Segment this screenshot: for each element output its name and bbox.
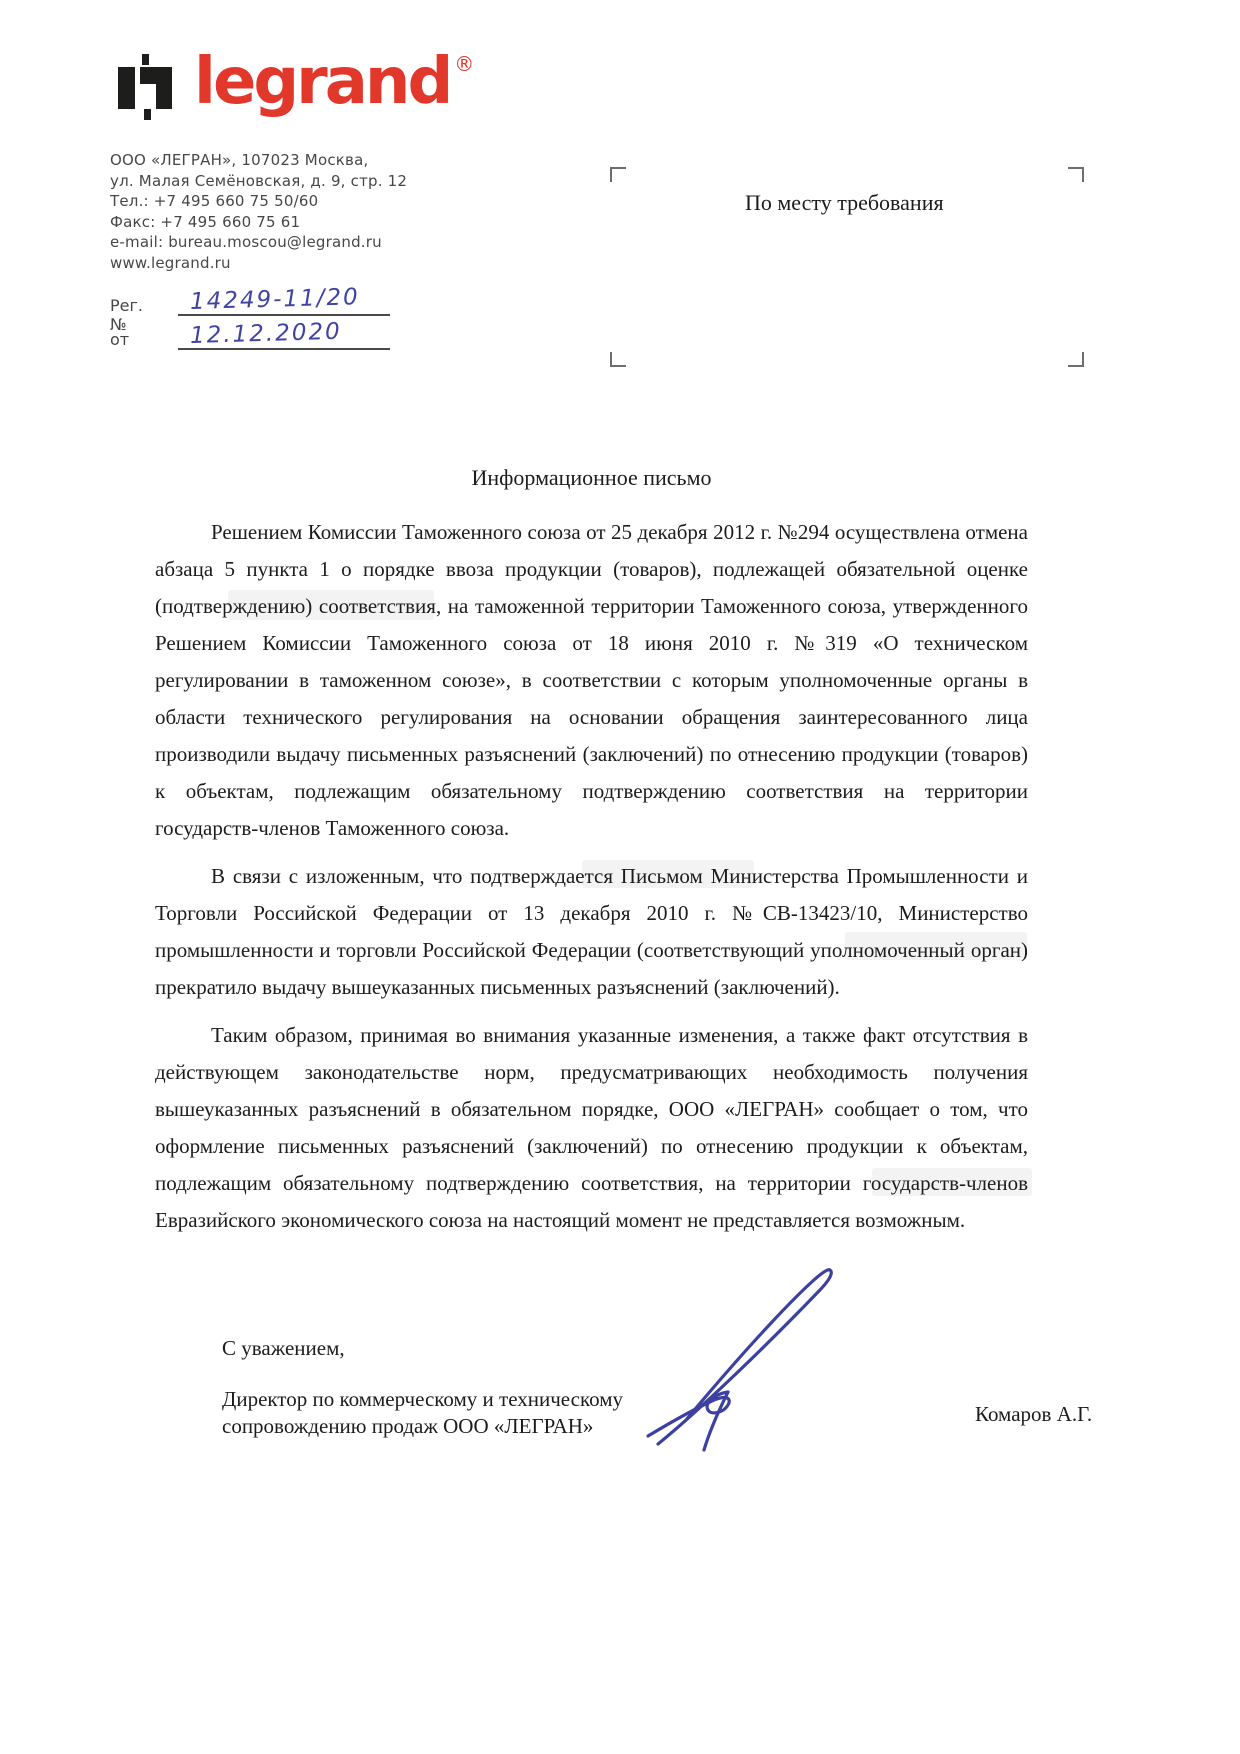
reg-number-label: Рег. № (110, 296, 143, 334)
paragraph-1: Решением Комиссии Таможенного союза от 25 декабря 2012 г. №294 осуществлена отмена абзаца 5 пункта 1 о порядке ввоза продукции (товаров), подлежащей обязательной оценке (подтверждению) соответствия, на таможенной территории Таможенного союза, утвержденного Решением Комиссии Таможенного союза от 18 июня 2010 г. №319 «О техническом регулировании в таможенном союзе», в соответствии с которым уполномоченные органы в области технического регулирования на основании обращения заинтересованного лица производили выдачу письменных разъяснений (заключений) по отнесению продукции (товаров) к объектам, подлежащим обязательному подтверждению соответствия на территории государств-членов Таможенного союза. (155, 520, 1028, 840)
company-fax: Факс: +7 495 660 75 61 (110, 212, 301, 231)
signature-ink (640, 1258, 870, 1458)
company-phone: Тел.: +7 495 660 75 50/60 (110, 192, 319, 210)
registered-trademark-symbol: ® (454, 52, 475, 76)
recipient-line: По месту требования (745, 190, 944, 215)
document-title: Информационное письмо (471, 465, 712, 490)
paragraph-2: В связи с изложенным, что подтверждается Письмом Министерства Промышленности и Торговли Российской Федерации от 13 декабря 2010 г. №СВ-13423/10, Министерство промышленности и торговли Российской Федерации (соответствующий уполномоченный орган) прекратило выдачу вышеуказанных письменных разъяснений (заключений). (155, 864, 1028, 999)
company-street-address: ул. Малая Семёновская, д. 9, стр. 12 (110, 171, 408, 190)
signer-position (222, 1386, 623, 1440)
legrand-logo-wordmark: legrand (194, 45, 451, 119)
salutation: С уважением, (222, 1336, 345, 1360)
reg-date-underline (178, 348, 390, 350)
signer-position-line2: сопровождению продаж ООО «ЛЕГРАН» (222, 1414, 594, 1438)
address-window-corner-top-left (610, 167, 626, 182)
address-window-corner-bottom-left (610, 352, 626, 367)
company-email: e-mail: bureau.moscou@legrand.ru (110, 233, 382, 251)
company-website: www.legrand.ru (110, 253, 231, 272)
company-name-address: ООО «ЛЕГРАН», 107023 Москва, (110, 151, 369, 169)
reg-number-handwritten-value: 14249-11/20 (189, 284, 361, 315)
letter-body (155, 514, 1028, 1250)
signer-position-line1: Директор по коммерческому и техническому (222, 1387, 623, 1411)
reg-number-underline (178, 314, 390, 316)
address-window-corner-bottom-right (1068, 352, 1084, 367)
paragraph-3: Таким образом, принимая во внимания указанные изменения, а также факт отсутствия в действующем законодательстве норм, предусматривающих необходимость получения вышеуказанных разъяснений в обязательном порядке, ООО «ЛЕГРАН» сообщает о том, что оформление письменных разъяснений (заключений) по отнесению продукции к объектам, подлежащим обязательному подтверждению соответствия, на территории государств-членов Евразийского экономического союза на настоящий момент не представляется возможным. (155, 1023, 1028, 1232)
signer-name: Комаров А.Г. (975, 1402, 1093, 1426)
legrand-logo (118, 45, 475, 120)
reg-date-label: от (110, 330, 130, 349)
reg-date-handwritten-value: 12.12.2020 (189, 318, 343, 349)
legrand-logo-mark-icon (118, 54, 176, 120)
company-contact-block (110, 150, 407, 273)
address-window-corner-top-right (1068, 167, 1084, 182)
